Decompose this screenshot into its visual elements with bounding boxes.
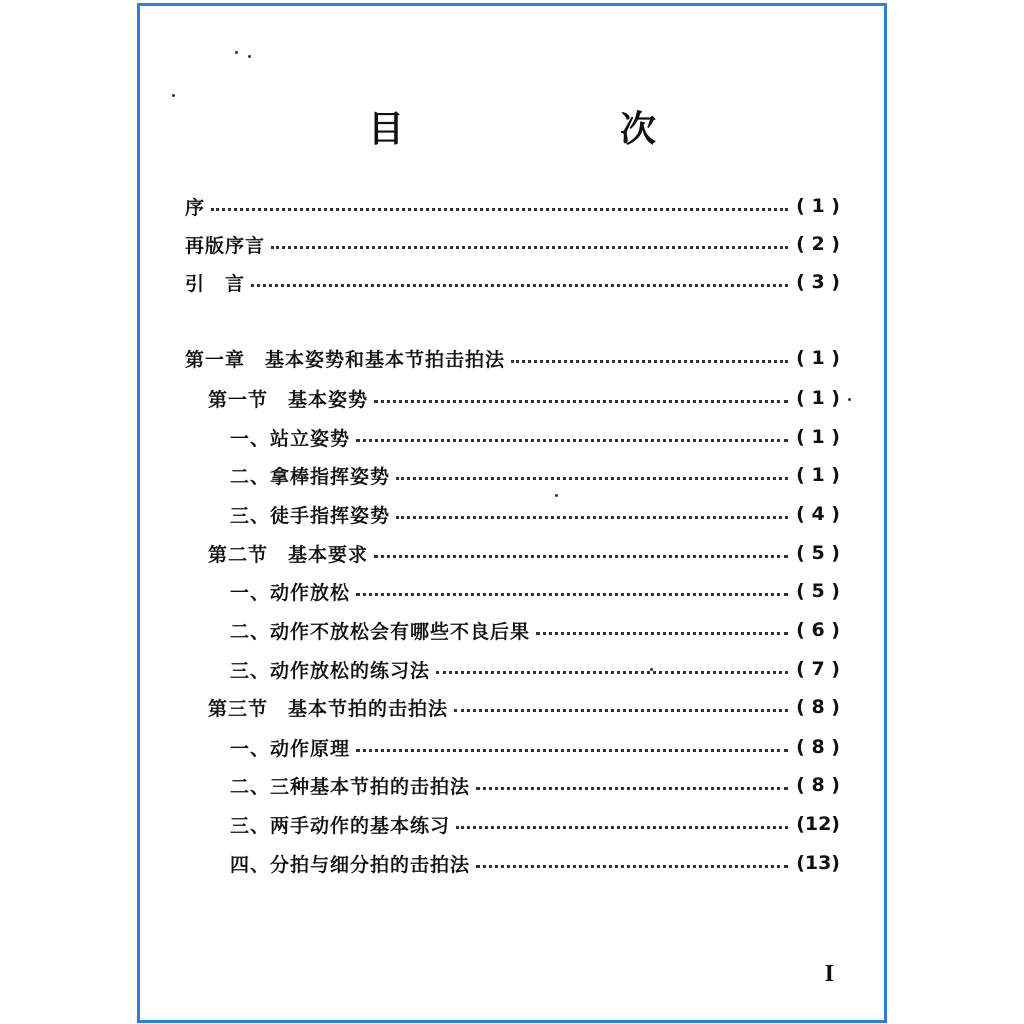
- toc-entry: [208, 538, 840, 568]
- toc-entry-label: 引 言: [185, 272, 246, 295]
- toc-entry-label: 三、徒手指挥姿势: [230, 504, 391, 527]
- toc-entry: [185, 343, 840, 373]
- toc-entry: [185, 267, 840, 297]
- dot-leader: [356, 593, 788, 596]
- document-page: [137, 3, 887, 1023]
- dot-leader: [396, 477, 788, 480]
- toc-entry: [230, 499, 840, 529]
- toc-entry-label: 第二节 基本要求: [208, 543, 369, 566]
- toc-entry-label: 第三节 基本节拍的击拍法: [208, 697, 449, 720]
- dot-leader: [536, 632, 788, 635]
- toc-entry: [230, 809, 840, 839]
- toc-entry-label: 二、三种基本节拍的击拍法: [230, 775, 471, 798]
- toc-entry: [230, 770, 840, 800]
- toc-entry-page: ( 1 ): [796, 195, 840, 217]
- scan-speck: [848, 398, 851, 401]
- dot-leader: [454, 709, 788, 712]
- toc-entry-page: ( 2 ): [796, 233, 840, 255]
- dot-leader: [356, 439, 788, 442]
- toc-entry-page: ( 1 ): [796, 387, 840, 409]
- dot-leader: [396, 516, 788, 519]
- toc-entry-label: 二、动作不放松会有哪些不良后果: [230, 620, 531, 643]
- toc-entry-label: 四、分拍与细分拍的击拍法: [230, 853, 471, 876]
- toc-entry-label: 一、站立姿势: [230, 427, 351, 450]
- page-folio: I: [824, 961, 834, 987]
- toc-entry-label: 一、动作放松: [230, 581, 351, 604]
- toc-entry-label: 再版序言: [185, 234, 266, 257]
- toc-entry-label: 序: [185, 196, 206, 219]
- dot-leader: [356, 749, 788, 752]
- toc-entry: [185, 191, 840, 221]
- toc-entry: [230, 576, 840, 606]
- toc-entry-label: 一、动作原理: [230, 737, 351, 760]
- toc-entry: [185, 229, 840, 259]
- toc-entry-label: 第一章 基本姿势和基本节拍击拍法: [185, 348, 506, 371]
- toc-entry-label: 第一节 基本姿势: [208, 388, 369, 411]
- toc-entry: [230, 848, 840, 878]
- dot-leader: [476, 787, 788, 790]
- toc-entry-page: ( 7 ): [796, 658, 840, 680]
- toc-entry: [230, 732, 840, 762]
- toc-entry-page: ( 1 ): [796, 426, 840, 448]
- toc-entry-page: ( 5 ): [796, 542, 840, 564]
- toc-entry-page: ( 5 ): [796, 580, 840, 602]
- toc-entry-page: ( 3 ): [796, 271, 840, 293]
- toc-entry-page: ( 8 ): [796, 774, 840, 796]
- toc-entry-label: 三、动作放松的练习法: [230, 659, 431, 682]
- table-of-contents: [140, 6, 884, 1020]
- toc-entry-page: ( 4 ): [796, 503, 840, 525]
- toc-entry: [208, 383, 840, 413]
- toc-entry-page: ( 8 ): [796, 736, 840, 758]
- toc-entry-page: ( 8 ): [796, 696, 840, 718]
- dot-leader: [436, 671, 788, 674]
- scan-speck: [248, 55, 251, 58]
- toc-entry-page: ( 1 ): [796, 464, 840, 486]
- dot-leader: [374, 555, 788, 558]
- toc-entry-page: (12): [796, 813, 840, 835]
- dot-leader: [251, 284, 788, 287]
- dot-leader: [271, 246, 788, 249]
- toc-entry: [208, 692, 840, 722]
- scan-speck: [555, 494, 558, 497]
- toc-entry-page: (13): [796, 852, 840, 874]
- toc-entry-label: 三、两手动作的基本练习: [230, 814, 451, 837]
- dot-leader: [211, 208, 788, 211]
- toc-entry-label: 二、拿棒指挥姿势: [230, 465, 391, 488]
- scan-speck: [235, 51, 238, 54]
- scan-speck: [172, 94, 175, 97]
- scan-speck: [650, 668, 653, 671]
- toc-entry: [230, 615, 840, 645]
- toc-entry: [230, 460, 840, 490]
- toc-entry: [230, 422, 840, 452]
- toc-entry: [230, 654, 840, 684]
- toc-entry-page: ( 6 ): [796, 619, 840, 641]
- dot-leader: [476, 865, 788, 868]
- page-title: 目 次: [367, 109, 746, 150]
- dot-leader: [511, 360, 788, 363]
- dot-leader: [374, 400, 788, 403]
- toc-entry-page: ( 1 ): [796, 347, 840, 369]
- dot-leader: [456, 826, 788, 829]
